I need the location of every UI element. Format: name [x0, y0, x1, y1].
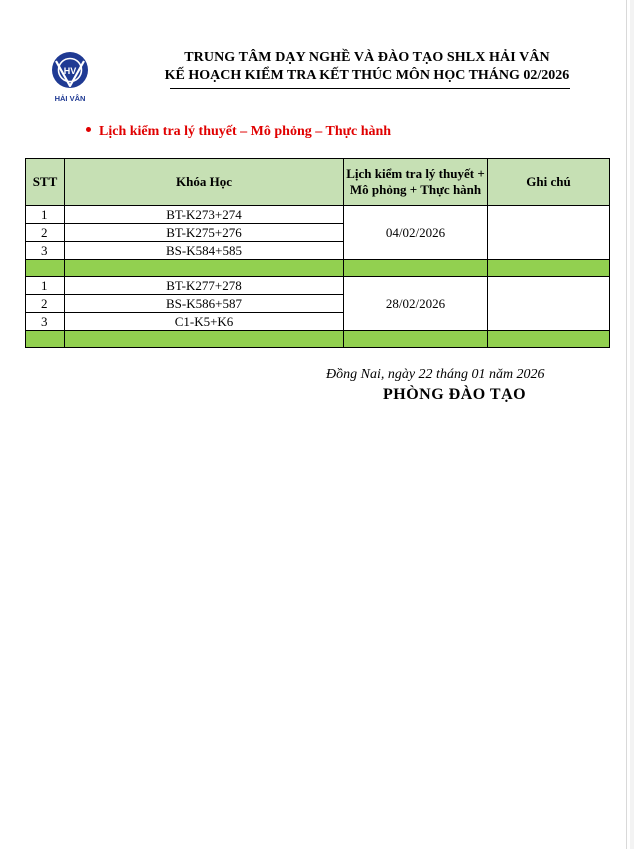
stt-cell: 3: [26, 242, 65, 260]
section-title: Lịch kiểm tra lý thuyết – Mô phỏng – Thực hành: [99, 124, 392, 139]
column-header-course: Khóa Học: [65, 159, 344, 206]
page-edge-shadow: [630, 0, 634, 849]
stt-cell: 2: [26, 224, 65, 242]
exam-date-cell: 28/02/2026: [344, 277, 488, 331]
note-cell: [488, 206, 610, 260]
stt-cell: 1: [26, 277, 65, 295]
course-cell: BT-K275+276: [65, 224, 344, 242]
group-separator-row: [26, 331, 610, 348]
stt-cell: 3: [26, 313, 65, 331]
organization-name: TRUNG TÂM DẠY NGHỀ VÀ ĐÀO TẠO SHLX HẢI VÂN: [184, 50, 550, 65]
course-cell: BT-K277+278: [65, 277, 344, 295]
document-title: KẾ HOẠCH KIỂM TRA KẾT THÚC MÔN HỌC THÁNG 02/2026: [164, 68, 570, 83]
column-header-note: Ghi chú: [488, 159, 610, 206]
logo-caption: HẢI VÂN: [54, 94, 86, 103]
exam-date-cell: 04/02/2026: [344, 206, 488, 260]
note-cell: [488, 277, 610, 331]
group-separator-row: [26, 260, 610, 277]
table-row: [26, 206, 610, 224]
section-heading: [86, 124, 391, 140]
hai-van-logo-icon: [48, 50, 92, 104]
stt-cell: 2: [26, 295, 65, 313]
column-header-stt: STT: [26, 159, 65, 206]
course-cell: BT-K273+274: [65, 206, 344, 224]
stt-cell: 1: [26, 206, 65, 224]
course-cell: BS-K586+587: [65, 295, 344, 313]
signoff-place-date: Đồng Nai, ngày 22 tháng 01 năm 2026: [326, 367, 545, 382]
column-header-schedule: Lịch kiểm tra lý thuyết + Mô phỏng + Thực hành: [344, 159, 488, 206]
bullet-icon: [86, 127, 91, 132]
page-edge: [626, 0, 627, 849]
exam-schedule-table: [25, 158, 610, 348]
logo-text: HV: [63, 66, 77, 76]
header-underline: [170, 88, 570, 89]
course-cell: C1-K5+K6: [65, 313, 344, 331]
course-cell: BS-K584+585: [65, 242, 344, 260]
document-header: [140, 49, 594, 85]
table-row: [26, 277, 610, 295]
signoff-department: PHÒNG ĐÀO TẠO: [383, 386, 527, 403]
table-header-row: [26, 159, 610, 206]
